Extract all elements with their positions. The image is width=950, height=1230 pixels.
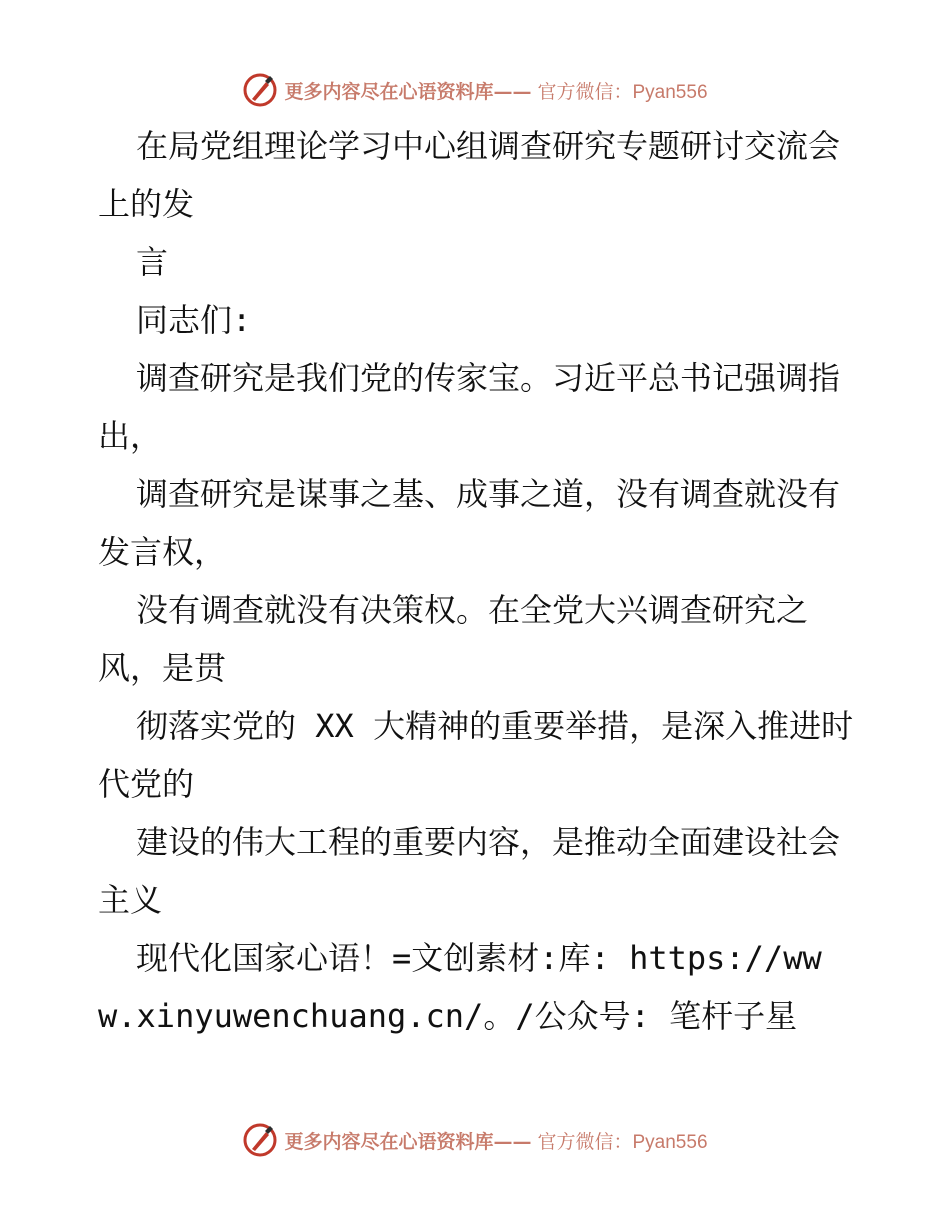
pen-nib-circle-icon: [242, 72, 278, 108]
paragraph: 现代化国家心语！=文创素材:库: https://www.xinyuwenchuang.cn/。/公众号: 笔杆子星: [98, 939, 822, 1035]
watermark-brand-text: 更多内容尽在心语资料库——: [284, 80, 532, 103]
paragraph: 建设的伟大工程的重要内容，是推动全面建设社会主义: [98, 823, 841, 919]
paragraph: 彻落实党的 XX 大精神的重要举措，是深入推进时代党的: [98, 707, 854, 803]
paragraph: 没有调查就没有决策权。在全党大兴调查研究之风，是贯: [98, 591, 809, 687]
paragraph: 调查研究是谋事之基、成事之道，没有调查就没有发言权，: [98, 475, 841, 571]
paragraph-salutation: 同志们:: [136, 301, 252, 339]
watermark-brand-text: 更多内容尽在心语资料库——: [284, 1130, 532, 1153]
document-body: [98, 117, 858, 1045]
header-watermark: [0, 70, 950, 110]
watermark-wechat-text: 官方微信：Pyan556: [537, 1131, 708, 1153]
paragraph: 调查研究是我们党的传家宝。习近平总书记强调指出，: [98, 359, 841, 455]
paragraph-title-tail: 言: [136, 243, 169, 281]
paragraph-title: 在局党组理论学习中心组调查研究专题研讨交流会上的发: [98, 127, 841, 223]
footer-watermark: [0, 1120, 950, 1160]
watermark-wechat-text: 官方微信：Pyan556: [537, 81, 708, 103]
pen-nib-circle-icon: [242, 1122, 278, 1158]
